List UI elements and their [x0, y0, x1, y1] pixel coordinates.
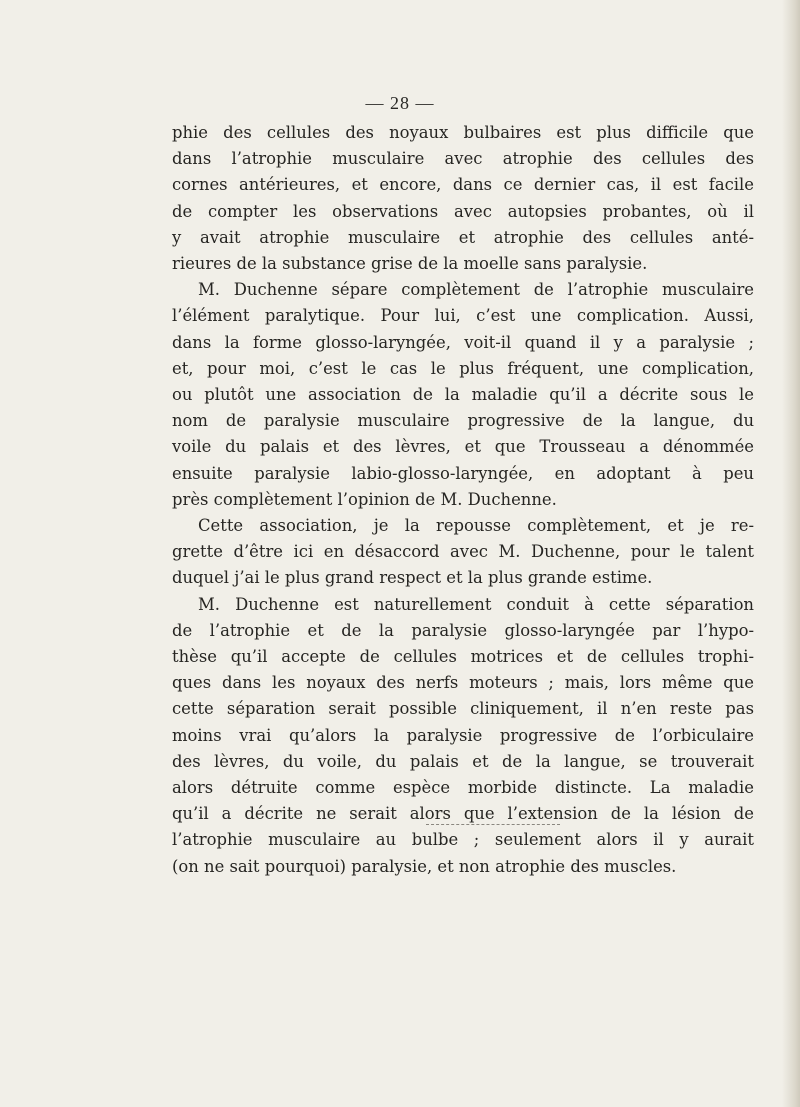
text-line: des lèvres, du voile, du palais et de la langue, se trouverait — [172, 751, 754, 771]
body-text — [172, 120, 754, 880]
text-line: alors détruite comme espèce morbide distincte. La maladie — [172, 778, 754, 798]
text-line: de compter les observations avec autopsies probantes, où il — [172, 201, 754, 221]
text-line: rieures de la substance grise de la moelle sans paralysie. — [172, 254, 648, 274]
text-line: (on ne sait pourquoi) paralysie, et non atrophie des muscles. — [172, 856, 677, 876]
text-line: ou plutôt une association de la maladie qu’il a décrite sous le — [172, 385, 754, 405]
text-line: ensuite paralysie labio-glosso-laryngée, en adoptant à peu — [172, 463, 754, 483]
text-line: thèse qu’il accepte de cellules motrices et de cellules trophi- — [172, 647, 754, 667]
text-line: M. Duchenne est naturellement conduit à cette séparation — [198, 594, 754, 614]
text-line: cornes antérieures, et encore, dans ce dernier cas, il est facile — [172, 175, 754, 195]
text-line: dans l’atrophie musculaire avec atrophie des cellules des — [172, 149, 754, 169]
text-line: qu’il a décrite ne serait alors que l’extension de la lésion de — [172, 804, 754, 824]
text-line: y avait atrophie musculaire et atrophie des cellules anté- — [172, 227, 754, 247]
text-line: près complètement l’opinion de M. Duchenne. — [172, 489, 557, 509]
page-number: — 28 — — [365, 93, 435, 113]
text-line: et, pour moi, c’est le cas le plus fréquent, une complication, — [172, 358, 754, 378]
text-line: l’élément paralytique. Pour lui, c’est une complication. Aussi, — [172, 306, 754, 326]
text-line: Cette association, je la repousse complètement, et je re- — [198, 516, 754, 536]
text-line: phie des cellules des noyaux bulbaires est plus difficile que — [172, 123, 754, 142]
text-line: dans la forme glosso-laryngée, voit-il quand il y a paralysie ; — [172, 332, 754, 352]
text-line: duquel j’ai le plus grand respect et la plus grande estime. — [172, 568, 653, 588]
text-line: de l’atrophie et de la paralysie glosso-laryngée par l’hypo- — [172, 620, 754, 640]
text-line: l’atrophie musculaire au bulbe ; seulement alors il y aurait — [172, 830, 754, 850]
text-line: cette séparation serait possible cliniquement, il n’en reste pas — [172, 699, 754, 719]
text-line: nom de paralysie musculaire progressive de la langue, du — [172, 411, 754, 431]
section-separator-rule — [426, 824, 560, 825]
text-line: grette d’être ici en désaccord avec M. Duchenne, pour le talent — [172, 542, 754, 562]
text-line: ques dans les noyaux des nerfs moteurs ; mais, lors même que — [172, 673, 754, 693]
text-line: moins vrai qu’alors la paralysie progressive de l’orbiculaire — [172, 725, 754, 745]
page-edge-shadow — [782, 0, 800, 1107]
text-line: voile du palais et des lèvres, et que Trousseau a dénommée — [172, 437, 754, 457]
text-line: M. Duchenne sépare complètement de l’atrophie musculaire — [198, 280, 754, 300]
